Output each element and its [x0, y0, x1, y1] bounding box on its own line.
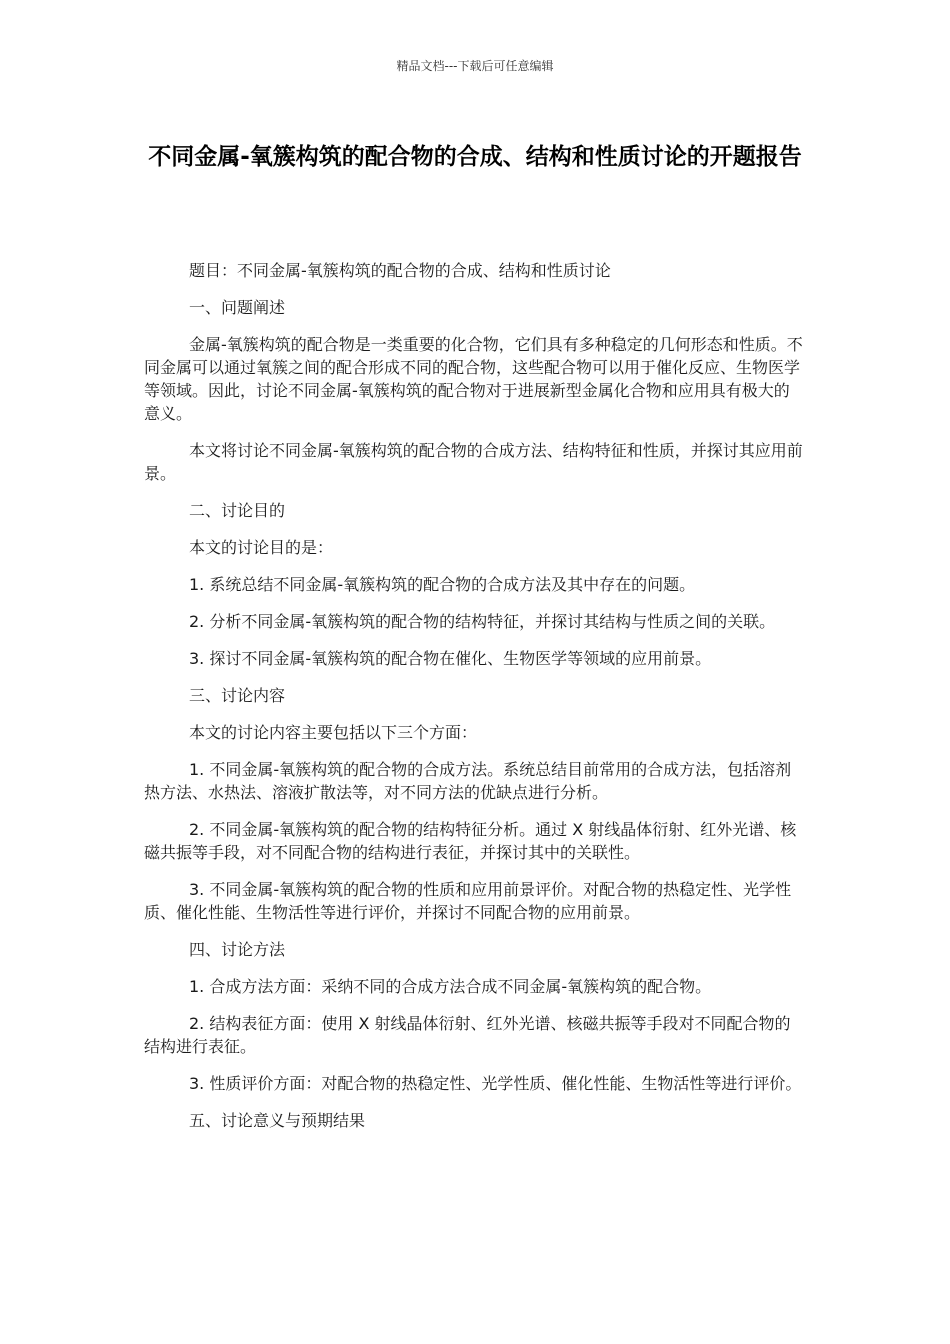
heading-problem-statement: 一、问题阐述 — [189, 298, 286, 317]
paragraph-purpose-intro: 本文的讨论目的是： — [189, 538, 334, 557]
heading-content: 三、讨论内容 — [189, 686, 286, 705]
paragraph-topic: 题目：不同金属-氧簇构筑的配合物的合成、结构和性质讨论 — [189, 261, 611, 280]
heading-purpose: 二、讨论目的 — [189, 501, 286, 520]
paragraph-problem-statement: 金属-氧簇构筑的配合物是一类重要的化合物，它们具有多种稳定的几何形态和性质。不同金属可以通过氧簇之间的配合形成不同的配合物，这些配合物可以用于催化反应、生物医学等领域。因此，讨论不同金属-氧簇构筑的配合物对于进展新型金属化合物和应用具有极大的意义。 — [144, 335, 803, 423]
heading-methods: 四、讨论方法 — [189, 940, 286, 959]
list-item-content-2: 2. 不同金属-氧簇构筑的配合物的结构特征分析。通过 X 射线晶体衍射、红外光谱、核磁共振等手段，对不同配合物的结构进行表征，并探讨其中的关联性。 — [144, 820, 797, 862]
heading-significance: 五、讨论意义与预期结果 — [189, 1111, 366, 1130]
page-header: 精品文档---下载后可任意编辑 — [396, 59, 554, 73]
list-item-content-3: 3. 不同金属-氧簇构筑的配合物的性质和应用前景评价。对配合物的热稳定性、光学性质、催化性能、生物活性等进行评价，并探讨不同配合物的应用前景。 — [144, 880, 792, 922]
list-item-methods-2: 2. 结构表征方面：使用 X 射线晶体衍射、红外光谱、核磁共振等手段对不同配合物的结构进行表征。 — [144, 1014, 791, 1056]
list-item-methods-3: 3. 性质评价方面：对配合物的热稳定性、光学性质、催化性能、生物活性等进行评价。 — [189, 1074, 802, 1093]
document-body — [144, 259, 804, 1146]
document-title: 不同金属-氧簇构筑的配合物的合成、结构和性质讨论的开题报告 — [148, 144, 802, 170]
list-item-purpose-3: 3. 探讨不同金属-氧簇构筑的配合物在催化、生物医学等领域的应用前景。 — [189, 649, 712, 668]
paragraph-scope: 本文将讨论不同金属-氧簇构筑的配合物的合成方法、结构特征和性质，并探讨其应用前景。 — [144, 441, 803, 483]
list-item-content-1: 1. 不同金属-氧簇构筑的配合物的合成方法。系统总结目前常用的合成方法，包括溶剂热方法、水热法、溶液扩散法等，对不同方法的优缺点进行分析。 — [144, 760, 792, 802]
list-item-methods-1: 1. 合成方法方面：采纳不同的合成方法合成不同金属-氧簇构筑的配合物。 — [189, 977, 712, 996]
paragraph-content-intro: 本文的讨论内容主要包括以下三个方面： — [189, 723, 478, 742]
list-item-purpose-1: 1. 系统总结不同金属-氧簇构筑的配合物的合成方法及其中存在的问题。 — [189, 575, 696, 594]
list-item-purpose-2: 2. 分析不同金属-氧簇构筑的配合物的结构特征，并探讨其结构与性质之间的关联。 — [189, 612, 776, 631]
